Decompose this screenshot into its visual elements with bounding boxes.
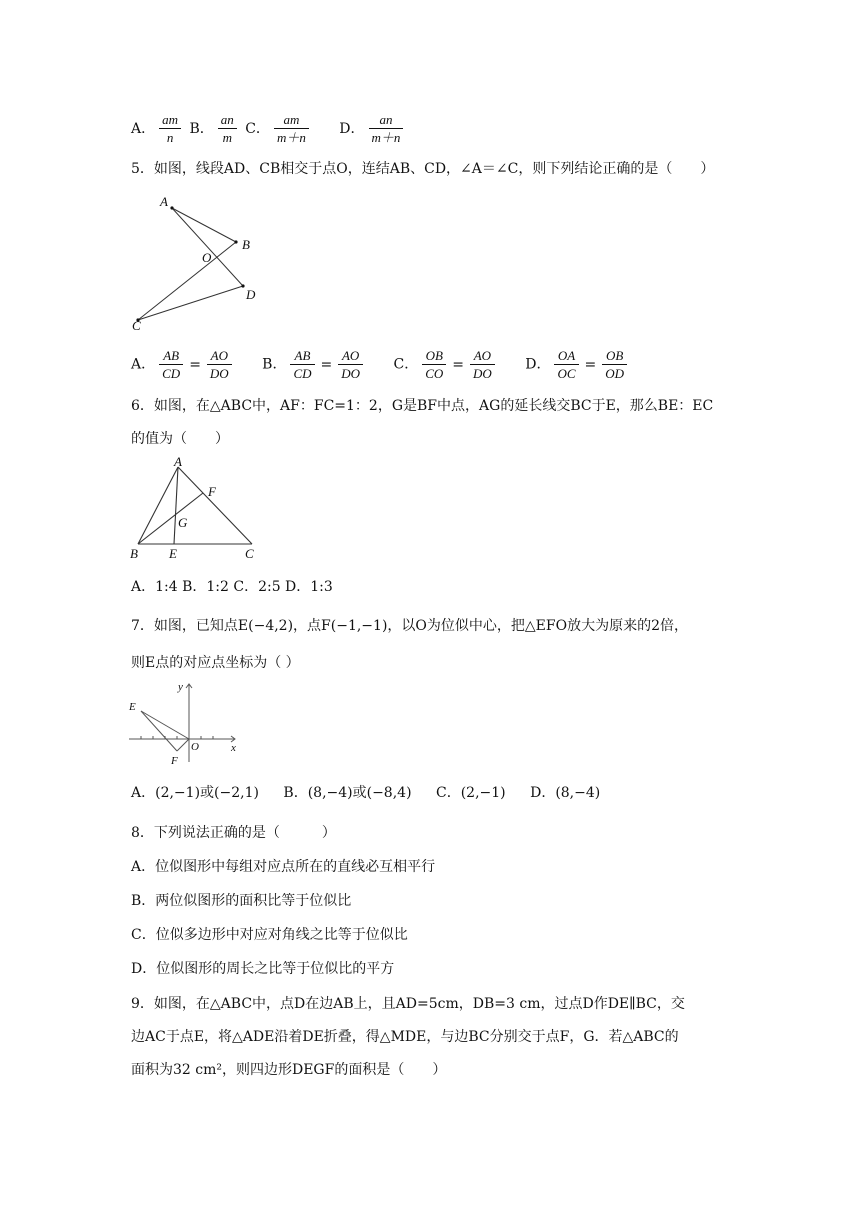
- q4-option-d: D． $\frac{an}{m+n}$: [339, 121, 407, 137]
- segment-bf: [138, 493, 203, 544]
- q7-option-a: A．(2,−1)或(−2,1): [131, 785, 259, 801]
- fraction: $\frac{an}{m}$: [218, 111, 237, 146]
- q8-option-c: C．位似多边形中对应对角线之比等于位似比: [131, 927, 408, 943]
- segment-ae: [174, 467, 178, 544]
- q5-options: [131, 347, 631, 382]
- q5-option-c: C． $\frac{OB}{CO}$ = $\frac{AO}{DO}$: [393, 347, 498, 382]
- q6-figure: [128, 455, 268, 563]
- segment-eo: [141, 711, 189, 739]
- segment-ef: [141, 711, 177, 751]
- label-b: B: [130, 546, 138, 561]
- q5-option-d: D． $\frac{OA}{OC}$ = $\frac{OB}{OD}$: [525, 347, 631, 382]
- q7-options: [131, 782, 600, 802]
- q7-option-c: C．(2,−1): [436, 785, 506, 801]
- q8-option-d: D．位似图形的周长之比等于位似比的平方: [131, 961, 395, 977]
- q9-stem-line-1: 9．如图，在△ABC中，点D在边AB上，且AD=5cm，DB=3 cm，过点D作DE∥BC，交: [131, 996, 685, 1012]
- fraction: $\frac{an}{m+n}$: [369, 111, 404, 146]
- label-a: A: [174, 455, 182, 469]
- q5-figure: [130, 192, 270, 332]
- segment-cb: [138, 242, 236, 320]
- q9-stem-line-2: 边AC于点E，将△ADE沿着DE折叠，得△MDE，与边BC分别交于点F，G．若△ABC的: [131, 1029, 679, 1045]
- label-o: O: [202, 250, 212, 265]
- q4-option-b: B． $\frac{an}{m}$: [189, 121, 240, 137]
- q5-stem: 5．如图，线段AD、CB相交于点O，连结AB、CD，∠A＝∠C，则下列结论正确的是（ ）: [131, 161, 715, 177]
- side-ac: [178, 467, 252, 544]
- label-e: E: [169, 546, 177, 561]
- q6-options: A．1:4 B．1:2 C．2:5 D．1:3: [131, 579, 333, 595]
- q7-option-b: B．(8,−4)或(−8,4): [283, 785, 412, 801]
- segment-ad: [172, 208, 243, 286]
- q4-options: [131, 111, 407, 146]
- segment-fo: [177, 739, 189, 751]
- label-e: E: [129, 701, 136, 713]
- q6-stem-line-2: 的值为（ ）: [131, 431, 229, 447]
- label-y: y: [178, 681, 183, 693]
- label-b: B: [242, 237, 250, 252]
- segment-cd: [138, 286, 243, 320]
- q8-stem: 8．下列说法正确的是（ ）: [131, 825, 336, 841]
- q7-figure: [127, 678, 245, 766]
- fraction: $\frac{am}{n}$: [159, 111, 181, 146]
- label-f: F: [171, 755, 178, 766]
- q7-stem-line-2: 则E点的对应点坐标为（ ）: [131, 655, 300, 671]
- label-c: C: [132, 318, 141, 332]
- label-g: G: [178, 515, 188, 530]
- segment-ab: [172, 208, 236, 242]
- q7-stem-line-1: 7．如图，已知点E(−4,2)，点F(−1,−1)，以O为位似中心，把△EFO放大为原来的2倍，: [131, 618, 688, 634]
- q9-stem-line-3: 面积为32 cm²，则四边形DEGF的面积是（ ）: [131, 1062, 447, 1078]
- q6-stem-line-1: 6．如图，在△ABC中，AF：FC=1：2，G是BF中点，AG的延长线交BC于E，那么BE：EC: [131, 398, 714, 414]
- q7-option-d: D．(8,−4): [530, 785, 601, 801]
- label-f: F: [208, 484, 216, 499]
- side-ab: [138, 467, 178, 544]
- fraction: $\frac{am}{m+n}$: [274, 111, 309, 146]
- q5-option-a: A． $\frac{AB}{CD}$ = $\frac{AO}{DO}$: [131, 347, 236, 382]
- q8-option-a: A．位似图形中每组对应点所在的直线必互相平行: [131, 859, 436, 875]
- label-o: O: [191, 741, 199, 753]
- q8-option-b: B．两位似图形的面积比等于位似比: [131, 893, 352, 909]
- q4-option-c: C． $\frac{am}{m+n}$: [245, 121, 313, 137]
- label-c: C: [245, 546, 254, 561]
- label-a: A: [160, 194, 168, 209]
- q4-option-a: A． $\frac{am}{n}$: [131, 121, 185, 137]
- label-x: x: [231, 742, 236, 754]
- q5-option-b: B． $\frac{AB}{CD}$ = $\frac{AO}{DO}$: [262, 347, 367, 382]
- label-d: D: [246, 287, 256, 302]
